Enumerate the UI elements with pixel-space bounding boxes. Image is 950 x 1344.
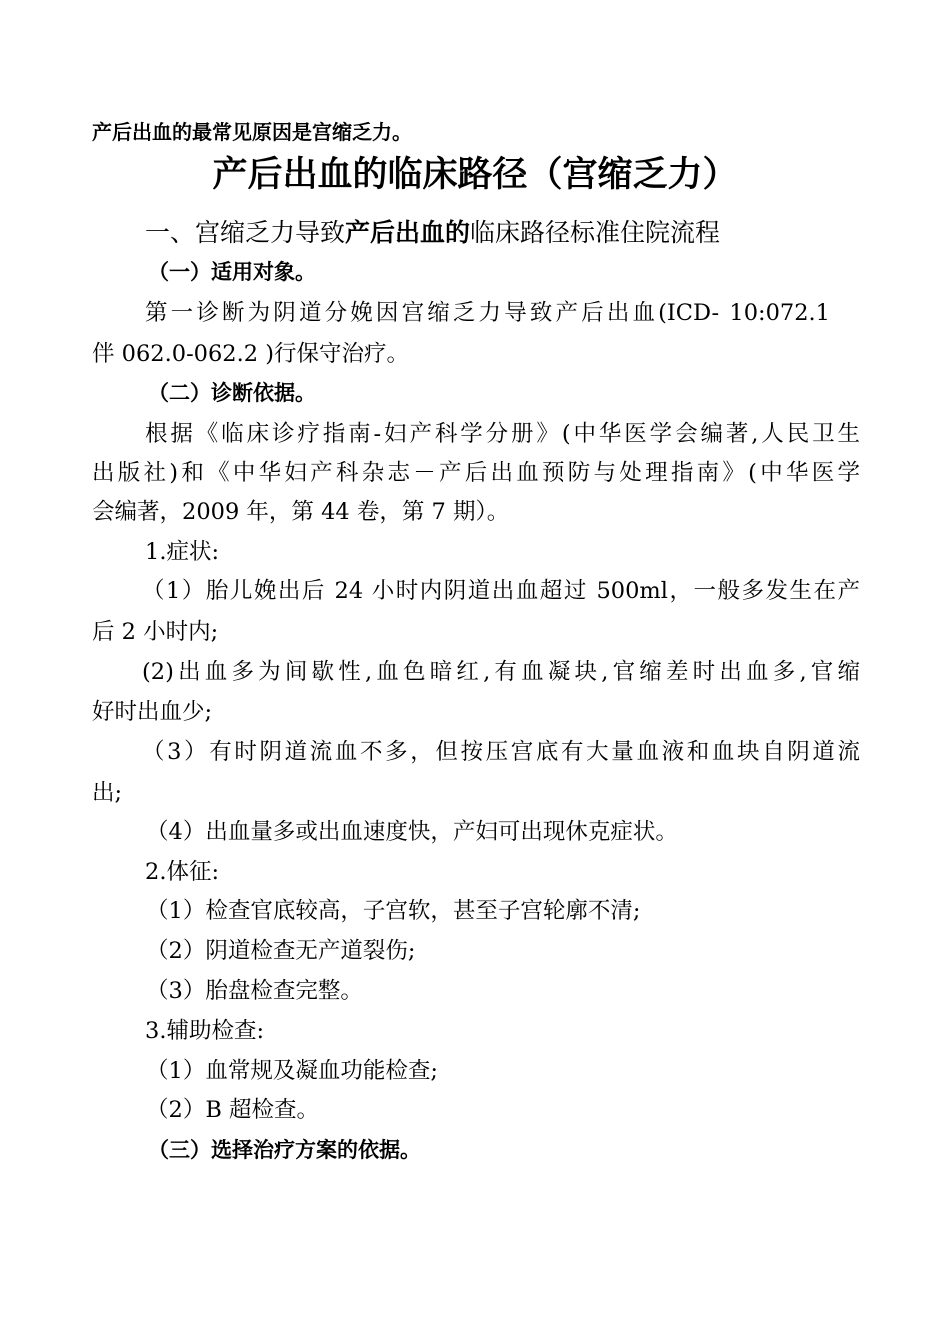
intro-note: 产后出血的最常见原因是宫缩乏力。 [92, 120, 412, 144]
section-heading-emphasis: 产后出血的 [345, 218, 471, 247]
symptom-item: （3）有时阴道流血不多，但按压宫底有大量血液和血块自阴道流 [142, 739, 860, 765]
basis-line: 会编著，2009 年，第 44 卷，第 7 期）。 [92, 499, 510, 525]
signs-heading: 2.体征: [145, 859, 220, 885]
subsection-heading-treatment: （三）选择治疗方案的依据。 [148, 1138, 421, 1162]
scope-line: 伴 062.0-062.2 )行保守治疗。 [92, 341, 410, 367]
section-heading-suffix: 临床路径标准住院流程 [470, 218, 721, 247]
exam-item: （2）B 超检查。 [146, 1097, 320, 1123]
sign-item: （1）检查官底较高，子宫软，甚至子宫轮廓不清; [146, 898, 641, 924]
symptom-item-cont: 出; [92, 780, 123, 806]
exam-item: （1）血常规及凝血功能检查; [146, 1058, 438, 1084]
symptom-item-cont: 好时出血少; [92, 699, 213, 725]
basis-line: 根据《临床诊疗指南-妇产科学分册》(中华医学会编著,人民卫生 [145, 421, 860, 447]
sign-item: （2）阴道检查无产道裂伤; [146, 938, 416, 964]
document-title: 产后出血的临床路径（宫缩乏力） [212, 155, 738, 195]
subsection-heading-scope: （一）适用对象。 [148, 260, 316, 284]
symptom-item: (2)出血多为间歇性,血色暗红,有血凝块,官缩差时出血多,官缩 [142, 659, 860, 685]
basis-line: 出版社)和《中华妇产科杂志－产后出血预防与处理指南》(中华医学 [92, 460, 860, 486]
section-heading [145, 220, 720, 245]
symptom-item: （1）胎儿娩出后 24 小时内阴道出血超过 500ml，一般多发生在产 [142, 578, 860, 604]
sign-item: （3）胎盘检查完整。 [146, 978, 363, 1004]
scope-line: 第一诊断为阴道分娩因宫缩乏力导致产后出血(ICD- 10:072.1 [145, 300, 830, 326]
symptom-item-cont: 后 2 小时内; [92, 619, 219, 645]
symptoms-heading: 1.症状: [145, 539, 220, 565]
exams-heading: 3.辅助检查: [145, 1018, 265, 1044]
subsection-heading-diagnosis: （二）诊断依据。 [148, 381, 316, 405]
symptom-item: （4）出血量多或出血速度快，产妇可出现休克症状。 [146, 819, 678, 845]
section-heading-prefix: 一、宫缩乏力导致 [145, 218, 346, 247]
